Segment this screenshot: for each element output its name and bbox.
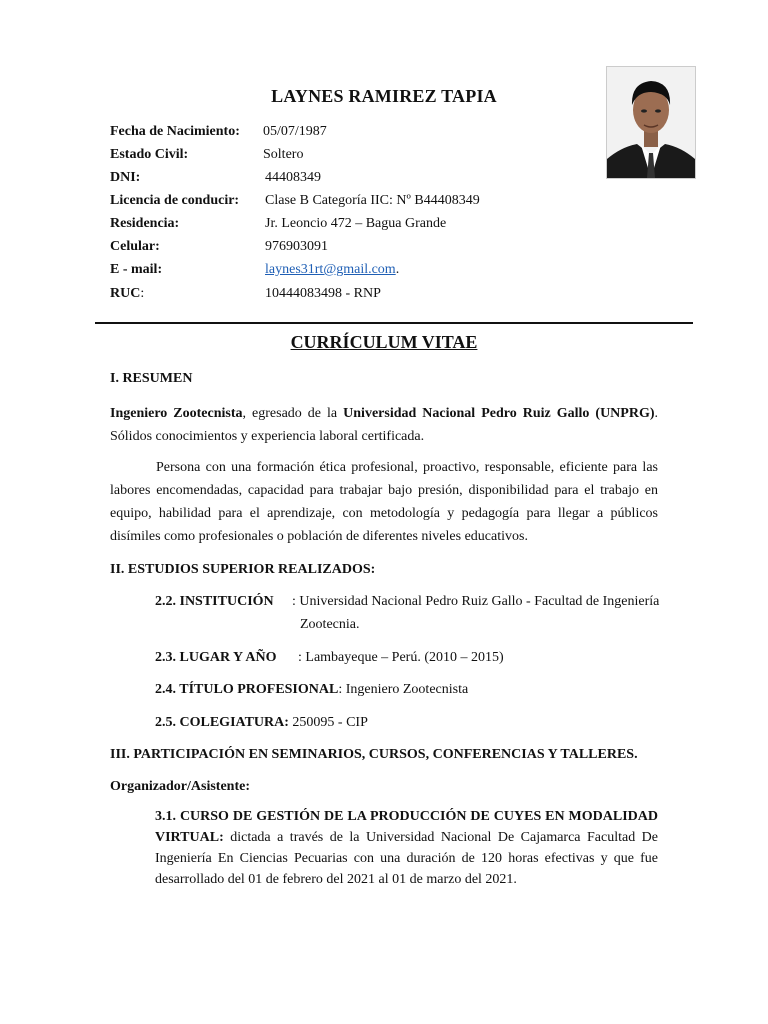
- info-label-colon: :: [140, 286, 145, 301]
- candidate-name: LAYNES RAMIREZ TAPIA: [271, 86, 497, 106]
- university-text: Universidad Nacional Pedro Ruiz Gallo (UNPRG): [343, 406, 655, 421]
- study-item-title: [155, 682, 468, 698]
- item-key: 2.3. LUGAR Y AÑO: [155, 650, 277, 665]
- profile-photo: [606, 66, 696, 179]
- info-value: 44408349: [265, 170, 321, 185]
- info-value: 976903091: [265, 239, 328, 254]
- section-heading-seminars: III. PARTICIPACIÓN EN SEMINARIOS, CURSOS, CONFERENCIAS Y TALLERES.: [110, 747, 638, 762]
- info-label: Residencia:: [110, 216, 180, 231]
- summary-text: . Sólidos conocimientos y experiencia laboral certificada.: [110, 406, 659, 444]
- study-item-institution-cont: Zootecnia.: [300, 617, 360, 632]
- degree-text: Ingeniero Zootecnista: [110, 406, 243, 421]
- info-value: Jr. Leoncio 472 – Bagua Grande: [265, 216, 447, 231]
- item-value: : Ingeniero Zootecnista: [338, 682, 469, 697]
- info-value: 10444083498 - RNP: [265, 286, 381, 301]
- info-label: Fecha de Nacimiento:: [110, 124, 240, 139]
- study-item-registration: [155, 715, 368, 731]
- info-value: Clase B Categoría IIC: Nº B44408349: [265, 193, 480, 208]
- email-suffix: .: [395, 262, 400, 277]
- info-label: Estado Civil:: [110, 147, 189, 162]
- summary-paragraph-1: [110, 402, 658, 448]
- item-key: 2.2. INSTITUCIÓN: [155, 594, 274, 609]
- email-link[interactable]: laynes31rt@gmail.com: [265, 262, 396, 277]
- item-value: : Lambayeque – Perú. (2010 – 2015): [298, 650, 504, 665]
- course-item-1: [155, 806, 658, 890]
- horizontal-divider: [95, 322, 693, 324]
- item-value: 250095 - CIP: [288, 715, 368, 730]
- cv-title: CURRÍCULUM VITAE: [290, 332, 478, 352]
- info-label: E - mail:: [110, 262, 163, 277]
- info-label-text: RUC: [110, 286, 141, 301]
- info-label: DNI:: [110, 170, 141, 185]
- section-heading-studies: II. ESTUDIOS SUPERIOR REALIZADOS:: [110, 562, 376, 577]
- organizer-subheading: Organizador/Asistente:: [110, 779, 250, 794]
- summary-paragraph-2: Persona con una formación ética profesional, proactivo, responsable, eficiente para las labores encomendadas, capacidad para trabajar bajo presión, disponibilidad para el trabajo en equipo, habilidad para el aprendizaje, con metodología y pedagogía para llegar a públicos disímiles como profesionales o población de diferentes niveles educativos.: [110, 460, 658, 544]
- info-label: Licencia de conducir:: [110, 193, 240, 208]
- summary-text: , egresado de la: [242, 406, 344, 421]
- study-item-institution: [155, 594, 660, 610]
- item-key: 2.5. COLEGIATURA:: [155, 715, 289, 730]
- item-key: 2.4. TÍTULO PROFESIONAL: [155, 682, 339, 697]
- section-heading-summary: I. RESUMEN: [110, 371, 193, 386]
- study-item-place-year: [155, 650, 504, 666]
- info-label: Celular:: [110, 239, 160, 254]
- info-value: 05/07/1987: [263, 124, 327, 139]
- info-label: [110, 284, 144, 304]
- course-title: 3.1. CURSO DE GESTIÓN DE LA PRODUCCIÓN DE CUYES EN MODALIDAD VIRTUAL:: [155, 809, 658, 845]
- course-description: dictada a través de la Universidad Nacional De Cajamarca Facultad De Ingeniería En Ciencias Pecuarias con una duración de 120 horas efectivas y que fue desarrollado del 01 de febrero del 2021 al 01 de marzo del 2021.: [155, 830, 658, 887]
- item-value: : Universidad Nacional Pedro Ruiz Gallo - Facultad de Ingeniería: [292, 594, 660, 609]
- email-value-wrap: [265, 260, 399, 280]
- info-value: Soltero: [263, 147, 304, 162]
